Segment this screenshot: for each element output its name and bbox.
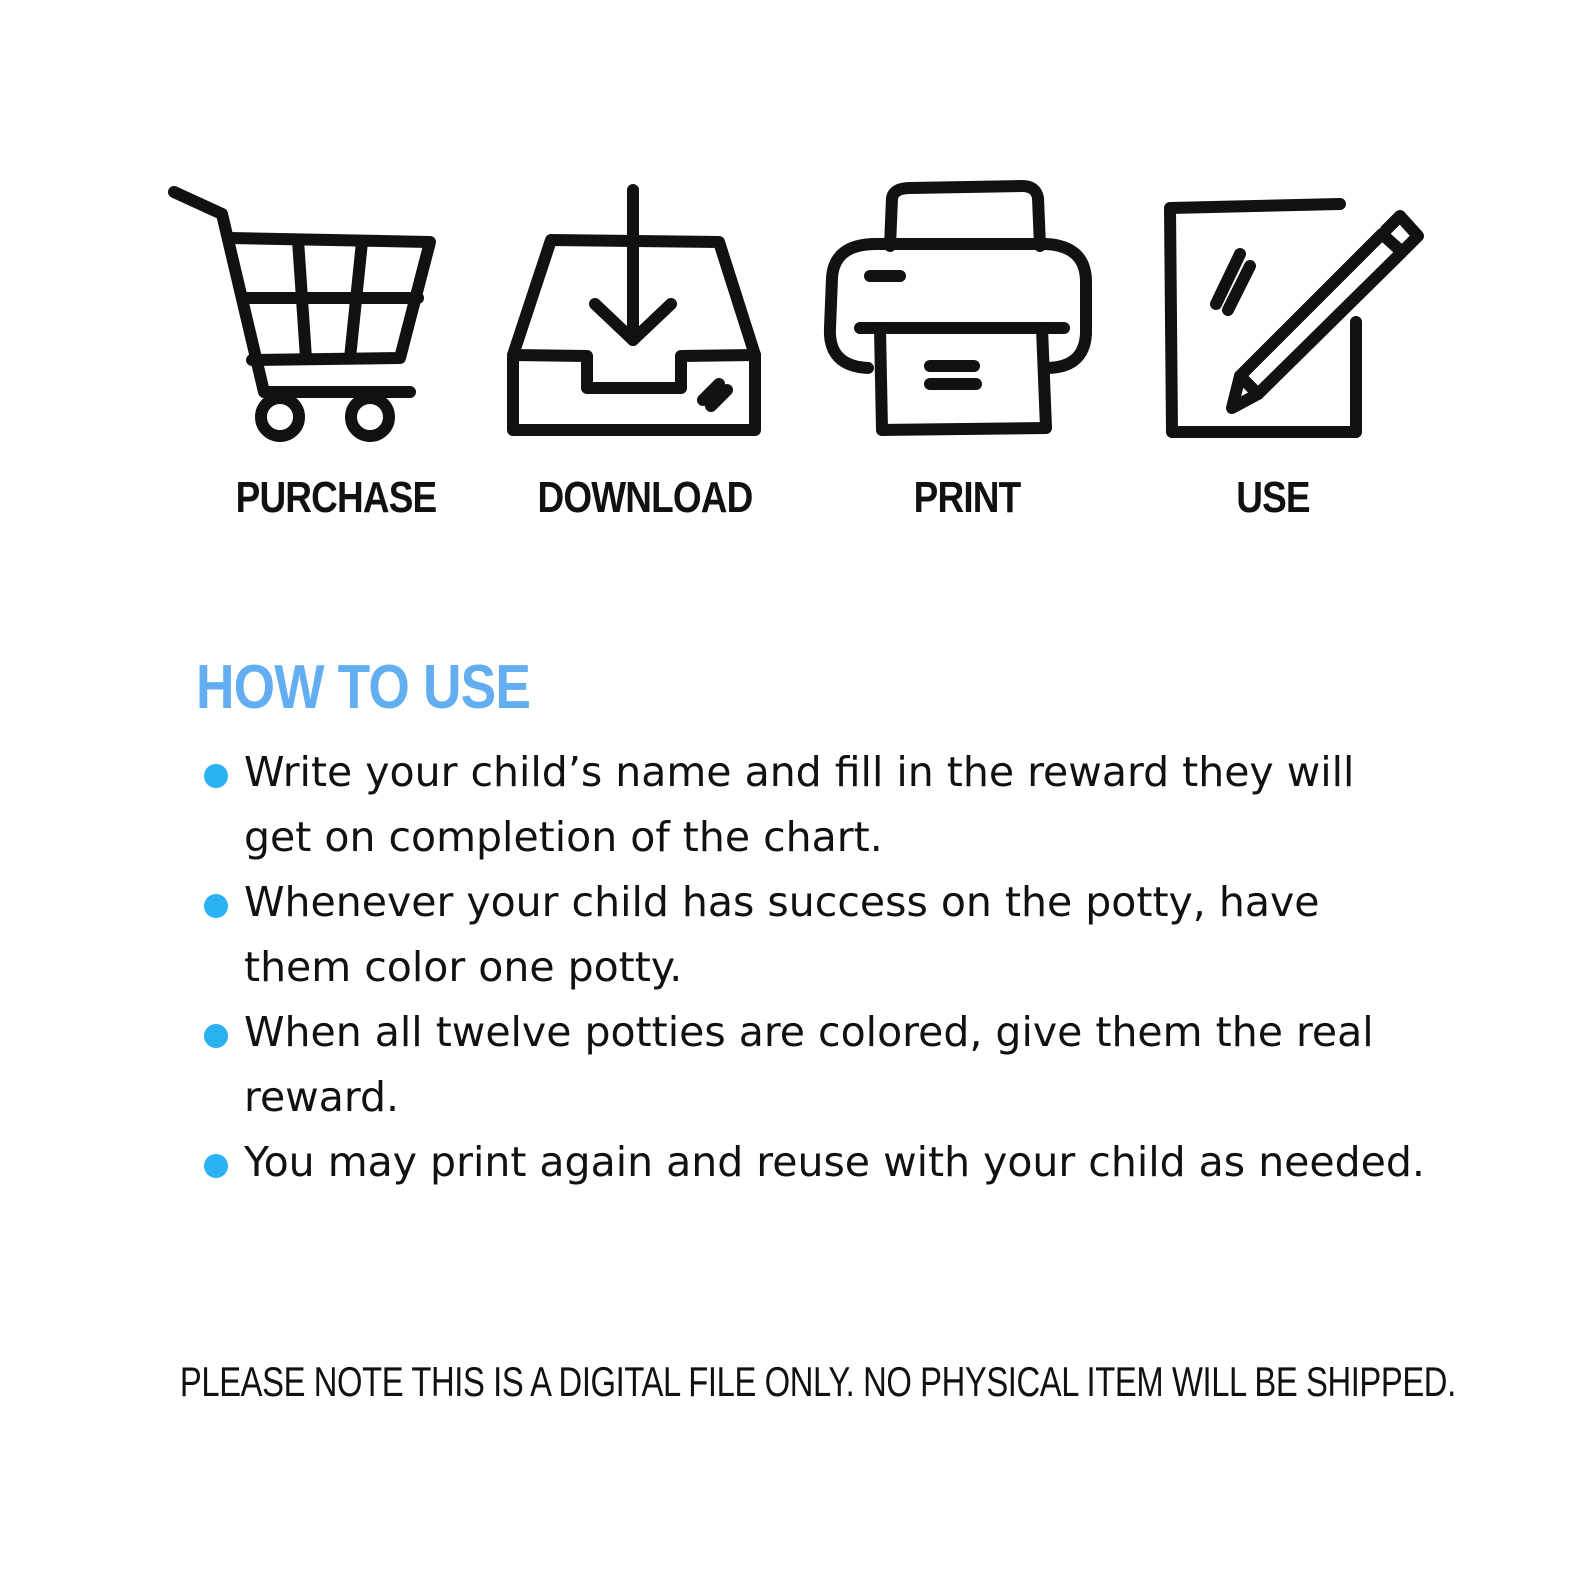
section-title: HOW TO USE bbox=[196, 653, 531, 722]
list-item-text: Whenever your child has success on the potty, have them color one potty. bbox=[244, 878, 1320, 991]
list-item bbox=[200, 740, 1430, 870]
bullet-icon bbox=[204, 894, 228, 918]
step-label-download: DOWNLOAD bbox=[537, 473, 753, 522]
list-item-text: When all twelve potties are colored, give them the real reward. bbox=[244, 1008, 1374, 1121]
bullet-icon bbox=[204, 764, 228, 788]
instruction-list bbox=[200, 740, 1430, 1195]
shopping-cart-icon bbox=[160, 180, 450, 450]
step-label-purchase: PURCHASE bbox=[235, 473, 437, 522]
bullet-icon bbox=[204, 1024, 228, 1048]
step-label-use: USE bbox=[1236, 473, 1310, 522]
pencil-paper-icon bbox=[1160, 192, 1420, 452]
bullet-icon bbox=[204, 1154, 228, 1178]
list-item bbox=[200, 1130, 1430, 1195]
list-item bbox=[200, 870, 1430, 1000]
digital-file-notice bbox=[0, 1352, 1588, 1412]
list-item-text: Write your child’s name and fill in the reward they will get on completion of the chart. bbox=[244, 748, 1355, 861]
printer-icon bbox=[820, 178, 1100, 448]
list-item bbox=[200, 1000, 1430, 1130]
list-item-text: You may print again and reuse with your child as needed. bbox=[244, 1138, 1425, 1186]
download-tray-icon bbox=[505, 180, 765, 440]
notice-text: PLEASE NOTE THIS IS A DIGITAL FILE ONLY. NO PHYSICAL ITEM WILL BE SHIPPED. bbox=[179, 1358, 1456, 1405]
step-label-print: PRINT bbox=[913, 473, 1021, 522]
